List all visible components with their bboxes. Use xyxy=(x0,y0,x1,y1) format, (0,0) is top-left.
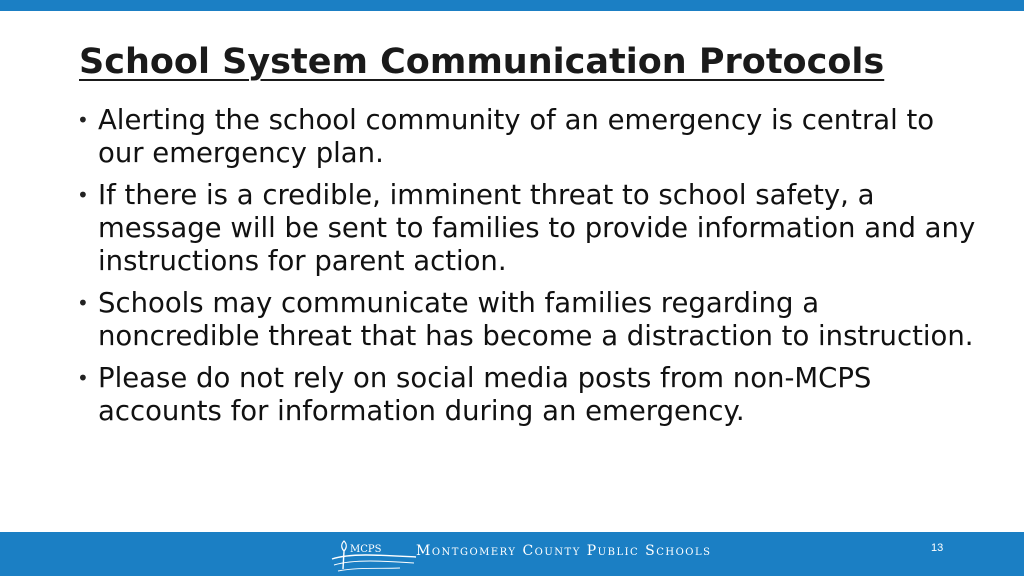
organization-name: Montgomery County Public Schools xyxy=(416,543,712,559)
bullet-dot-icon: • xyxy=(77,183,89,207)
bullet-item xyxy=(76,104,976,170)
bullet-text: Please do not rely on social media posts from non-MCPS accounts for information during an emergency. xyxy=(98,362,872,427)
mcps-torch-logo-icon xyxy=(330,535,420,575)
footer-bar xyxy=(0,532,1024,576)
bullet-text: Schools may communicate with families regarding a noncredible threat that has become a distraction to instruction. xyxy=(98,287,974,352)
bullet-dot-icon: • xyxy=(77,291,89,315)
bullet-item xyxy=(76,362,976,428)
top-accent-bar xyxy=(0,0,1024,11)
page-number: 13 xyxy=(931,542,944,554)
bullet-item xyxy=(76,179,976,278)
bullet-dot-icon: • xyxy=(77,366,89,390)
bullet-text: Alerting the school community of an emergency is central to our emergency plan. xyxy=(98,104,935,169)
slide-title: School System Communication Protocols xyxy=(79,42,885,82)
logo-text: MCPS xyxy=(350,544,382,555)
bullet-list xyxy=(76,104,976,437)
bullet-dot-icon: • xyxy=(77,108,89,132)
bullet-item xyxy=(76,287,976,353)
bullet-text: If there is a credible, imminent threat to school safety, a message will be sent to families to provide information and any instructions for parent action. xyxy=(98,179,976,277)
